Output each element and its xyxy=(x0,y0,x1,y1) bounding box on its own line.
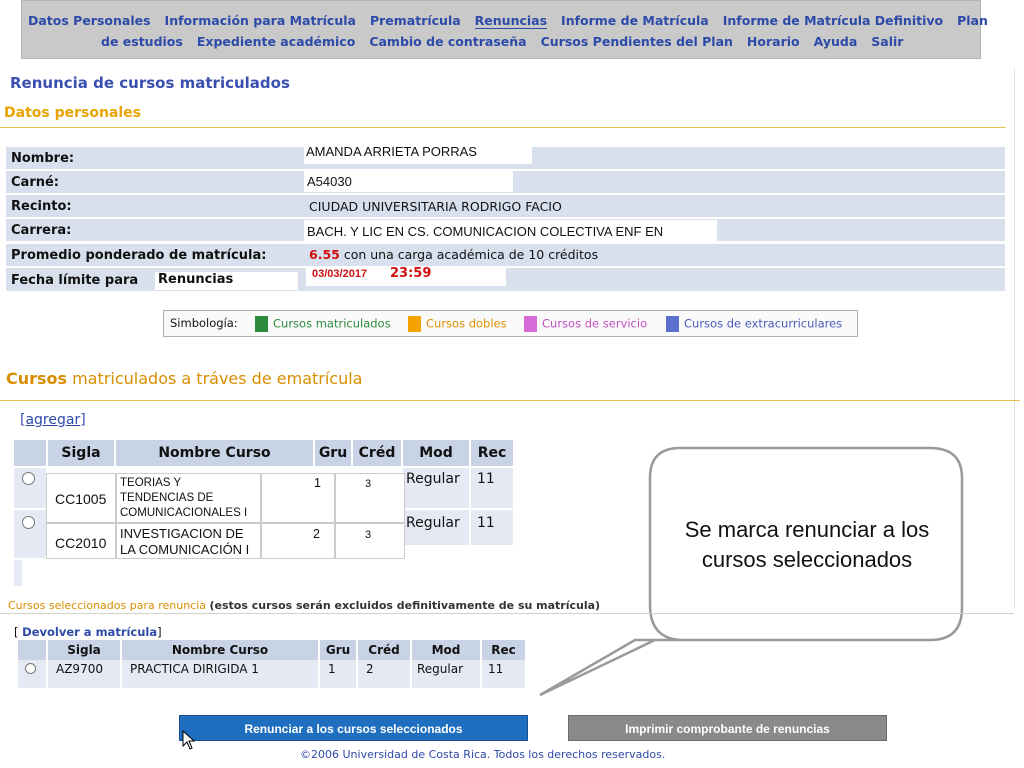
divider xyxy=(0,127,1006,128)
table-header-rec: Rec xyxy=(471,440,513,466)
legend-item-servicio xyxy=(524,316,647,332)
sel-header-sigla: Sigla xyxy=(48,640,120,660)
nav-cambio-contrasena[interactable]: Cambio de contraseña xyxy=(369,34,527,49)
name-value: AMANDA ARRIETA PORRAS xyxy=(304,142,532,164)
nav-datos-personales[interactable]: Datos Personales xyxy=(28,13,151,28)
promedio-label: Promedio ponderado de matrícula: xyxy=(11,248,267,263)
legend-swatch-orange xyxy=(408,316,421,332)
nav-row-1 xyxy=(28,13,988,29)
sel-header-cred: Créd xyxy=(358,640,410,660)
sel-row-1-nombre: PRACTICA DIRIGIDA 1 xyxy=(130,662,259,676)
legend-label-dobles: Cursos dobles xyxy=(426,316,507,331)
nav-plan-estudios-cont[interactable]: de estudios xyxy=(101,34,183,49)
course-radio-1[interactable] xyxy=(22,472,35,485)
sel-header-mod: Mod xyxy=(412,640,480,660)
sel-row-1-sigla: AZ9700 xyxy=(56,662,103,676)
legend-item-matriculados xyxy=(255,316,391,332)
nav-plan-estudios[interactable]: Plan xyxy=(957,13,988,28)
fecha-time: 23:59 xyxy=(390,266,432,281)
nav-salir[interactable]: Salir xyxy=(871,34,904,49)
recinto-label: Recinto: xyxy=(11,199,72,214)
row-1-rec: 11 xyxy=(477,471,495,487)
legend-swatch-pink xyxy=(524,316,537,332)
add-bracket-open: [ xyxy=(20,412,26,428)
row-2-cred-cell xyxy=(335,523,405,559)
sel-row-1-mod: Regular xyxy=(417,662,464,676)
promedio-value-wrap xyxy=(309,247,598,262)
table-header-cred: Créd xyxy=(353,440,401,466)
row-2-cred: 3 xyxy=(365,529,372,541)
add-bracket-close: ] xyxy=(80,412,86,428)
row-2-mod: Regular xyxy=(406,515,460,531)
personal-row-promedio xyxy=(6,244,1005,266)
legend-simbologia xyxy=(163,310,858,337)
table-header-mod: Mod xyxy=(403,440,469,466)
mouse-cursor-icon xyxy=(182,730,196,750)
legend-label-servicio: Cursos de servicio xyxy=(542,316,648,331)
table-row-2-select xyxy=(14,510,46,558)
nav-prematricula[interactable]: Prematrícula xyxy=(369,13,461,28)
legend-swatch-green xyxy=(255,316,268,332)
row-1-nombre-cell xyxy=(116,473,261,523)
divider xyxy=(0,613,1014,614)
row-1-sigla-cell xyxy=(46,473,116,523)
add-course xyxy=(20,412,86,428)
nav-informe-matricula[interactable]: Informe de Matrícula xyxy=(561,13,709,28)
table-row-2-rec xyxy=(471,510,513,545)
carrera-label: Carrera: xyxy=(11,223,72,238)
legend-label-extracurriculares: Cursos de extracurriculares xyxy=(684,316,843,331)
legend-item-extracurriculares xyxy=(666,316,842,332)
table-header-gru: Gru xyxy=(315,440,351,466)
row-1-gru-cell xyxy=(261,473,335,523)
callout-text xyxy=(652,515,962,575)
nav-informacion-matricula[interactable]: Información para Matrícula xyxy=(164,13,356,28)
renounce-selected-button[interactable]: Renunciar a los cursos seleccionados xyxy=(179,715,528,741)
courses-title-rest: matriculados a tráves de ematrícula xyxy=(72,369,363,388)
promedio-value: 6.55 xyxy=(309,247,340,262)
row-1-cred-cell xyxy=(335,473,405,523)
nav-horario[interactable]: Horario xyxy=(746,34,800,49)
footer-copyright: ©2006 Universidad de Costa Rica. Todos los derechos reservados. xyxy=(300,748,666,761)
sel-row-gru xyxy=(320,660,356,688)
course-radio-2[interactable] xyxy=(22,516,35,529)
selected-section-header xyxy=(8,599,600,612)
row-2-nombre: INVESTIGACION DE LA COMUNICACIÓN I xyxy=(120,526,250,557)
nav-expediente[interactable]: Expediente académico xyxy=(196,34,356,49)
sel-row-mod xyxy=(412,660,480,688)
legend-title: Simbología: xyxy=(170,316,238,330)
selected-title: Cursos seleccionados para renuncia xyxy=(8,599,207,612)
return-bracket-open: [ xyxy=(14,625,19,639)
sel-row-sigla xyxy=(48,660,120,688)
sel-header-gru: Gru xyxy=(320,640,356,660)
table-row-2-mod xyxy=(403,510,469,545)
row-2-sigla-cell xyxy=(46,523,116,559)
carne-label: Carné: xyxy=(11,175,59,190)
row-1-cred: 3 xyxy=(365,478,372,490)
recinto-value: CIUDAD UNIVERSITARIA RODRIGO FACIO xyxy=(309,199,562,214)
table-row-1-mod xyxy=(403,468,469,508)
fecha-value xyxy=(306,266,506,286)
return-link[interactable]: Devolver a matrícula xyxy=(22,625,158,639)
row-2-sigla: CC2010 xyxy=(55,535,107,551)
page-title: Renuncia de cursos matriculados xyxy=(10,74,290,92)
table-header-sigla: Sigla xyxy=(48,440,114,466)
sel-row-1-cred: 2 xyxy=(366,662,374,676)
carne-value: A54030 xyxy=(304,170,513,192)
row-1-gru: 1 xyxy=(314,476,321,490)
legend-item-dobles xyxy=(408,316,507,332)
table-row-empty xyxy=(14,560,22,586)
carrera-value: BACH. Y LIC EN CS. COMUNICACION COLECTIVA ENF EN xyxy=(304,220,717,244)
callout-line-1: Se marca renunciar a los xyxy=(684,517,930,542)
selected-radio-1[interactable] xyxy=(25,663,36,674)
fecha-label: Fecha límite para xyxy=(11,273,139,288)
table-header-nombre: Nombre Curso xyxy=(116,440,313,466)
name-label: Nombre: xyxy=(11,151,75,166)
table-row-1-rec xyxy=(471,468,513,508)
row-2-rec: 11 xyxy=(477,515,495,531)
nav-informe-matricula-definitivo[interactable]: Informe de Matrícula Definitivo xyxy=(722,13,944,28)
nav-renuncias[interactable]: Renuncias xyxy=(474,13,548,28)
row-2-nombre-cell xyxy=(116,523,261,559)
sel-row-nombre xyxy=(122,660,318,688)
sel-row-rec xyxy=(482,660,525,688)
nav-ayuda[interactable]: Ayuda xyxy=(813,34,858,49)
fecha-date: 03/03/2017 xyxy=(312,268,368,280)
table-row-1-select xyxy=(14,468,46,508)
row-1-mod: Regular xyxy=(406,471,460,487)
sel-row-cred xyxy=(358,660,410,688)
section-title-courses xyxy=(6,369,362,388)
table-header-select xyxy=(14,440,46,466)
sel-row-select xyxy=(18,660,46,688)
top-navigation-bar xyxy=(21,0,988,59)
row-2-gru-cell xyxy=(261,523,335,559)
print-receipt-button[interactable]: Imprimir comprobante de renuncias xyxy=(568,715,887,741)
sel-row-1-rec: 11 xyxy=(488,662,504,676)
nav-cursos-pendientes[interactable]: Cursos Pendientes del Plan xyxy=(540,34,733,49)
nav-row-2 xyxy=(101,34,903,49)
callout-line-2: cursos seleccionados xyxy=(701,547,913,572)
personal-row-recinto xyxy=(6,195,1005,217)
legend-swatch-blue xyxy=(666,316,679,332)
legend-label-matriculados: Cursos matriculados xyxy=(273,316,391,331)
add-link[interactable]: agregar xyxy=(25,412,81,428)
return-to-enrollment xyxy=(14,625,162,639)
section-title-personal: Datos personales xyxy=(4,105,141,121)
return-bracket-close: ] xyxy=(157,625,162,639)
row-2-gru: 2 xyxy=(313,527,320,541)
sel-header-select xyxy=(18,640,46,660)
fecha-label-renuncias: Renuncias xyxy=(155,272,298,290)
row-1-sigla: CC1005 xyxy=(55,491,107,507)
promedio-suffix: con una carga académica de 10 créditos xyxy=(343,247,599,262)
courses-title-bold: Cursos xyxy=(6,369,68,388)
row-1-nombre: TEORIAS Y TENDENCIAS DE COMUNICACIONALES I xyxy=(120,477,248,519)
divider xyxy=(0,400,1020,401)
selected-note: (estos cursos serán excluidos definitivamente de su matrícula) xyxy=(209,599,601,612)
sel-header-nombre: Nombre Curso xyxy=(122,640,318,660)
sel-row-1-gru: 1 xyxy=(328,662,336,676)
sel-header-rec: Rec xyxy=(482,640,525,660)
